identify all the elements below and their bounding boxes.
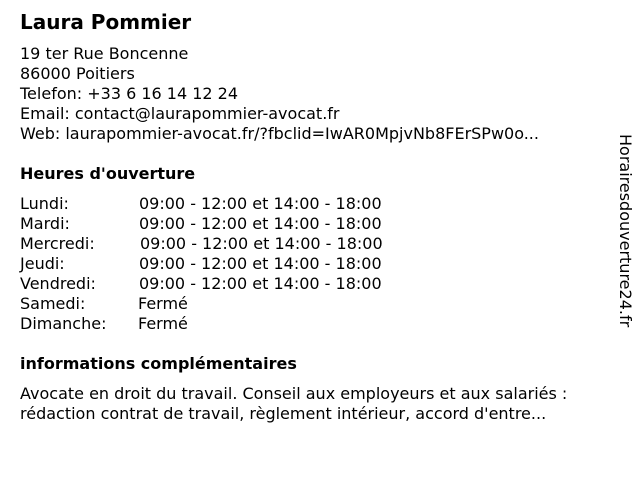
hours-day: Jeudi: <box>20 254 65 273</box>
hours-time: Fermé <box>138 294 188 313</box>
watermark <box>612 134 636 374</box>
hours-time: 09:00 - 12:00 et 14:00 - 18:00 <box>139 254 382 273</box>
hours-day: Lundi: <box>20 194 69 213</box>
info-text-line: Avocate en droit du travail. Conseil aux employeurs et aux salariés : <box>20 384 568 403</box>
address-city: 86000 Poitiers <box>20 64 135 83</box>
hours-day: Mardi: <box>20 214 70 233</box>
hours-day: Dimanche: <box>20 314 107 333</box>
web-line[interactable]: Web: laurapommier-avocat.fr/?fbclid=IwAR0MpjvNb8FErSPw0o... <box>20 124 539 143</box>
hours-day: Mercredi: <box>20 234 95 253</box>
email-line[interactable]: Email: contact@laurapommier-avocat.fr <box>20 104 340 123</box>
info-text-line: rédaction contrat de travail, règlement intérieur, accord d'entre... <box>20 404 547 423</box>
hours-time: 09:00 - 12:00 et 14:00 - 18:00 <box>139 214 382 233</box>
hours-day: Samedi: <box>20 294 86 313</box>
hours-time: Fermé <box>138 314 188 333</box>
hours-time: 09:00 - 12:00 et 14:00 - 18:00 <box>139 274 382 293</box>
hours-time: 09:00 - 12:00 et 14:00 - 18:00 <box>139 194 382 213</box>
hours-time: 09:00 - 12:00 et 14:00 - 18:00 <box>140 234 383 253</box>
address-street: 19 ter Rue Boncenne <box>20 44 189 63</box>
info-heading: informations complémentaires <box>20 354 297 373</box>
phone-line[interactable]: Telefon: +33 6 16 14 12 24 <box>20 84 239 103</box>
watermark-text: Horairesdouverture24.fr <box>616 134 635 328</box>
business-name: Laura Pommier <box>20 10 192 34</box>
hours-day: Vendredi: <box>20 274 96 293</box>
hours-heading: Heures d'ouverture <box>20 164 196 183</box>
